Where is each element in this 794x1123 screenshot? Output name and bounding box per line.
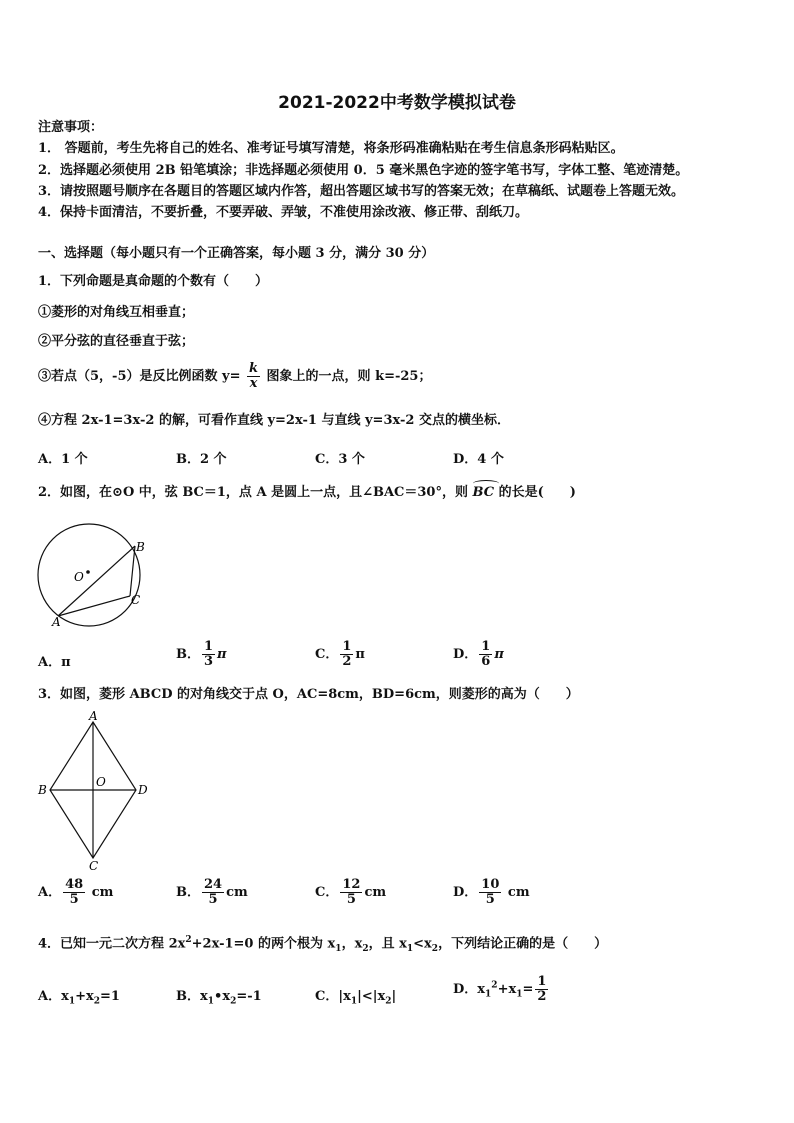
stem-part: <x [413, 936, 432, 952]
stem-post: 的长是( ) [498, 485, 576, 500]
option-a[interactable] [38, 878, 113, 907]
fraction-denominator: 6 [481, 654, 491, 669]
arc-mark [473, 480, 499, 487]
circle-figure [36, 515, 151, 630]
label-d: D [138, 783, 148, 797]
chord-bc [130, 546, 135, 596]
fraction-numerator: 48 [65, 877, 84, 892]
option-part: +x [75, 989, 94, 1004]
option-d[interactable] [453, 878, 530, 907]
option-label: D． [453, 885, 478, 900]
subscript: 1 [350, 996, 358, 1007]
unit: cm [226, 885, 248, 900]
statement-1: ①菱形的对角线互相垂直； [38, 305, 195, 320]
option-b[interactable] [176, 878, 248, 907]
pi-symbol: π [494, 647, 504, 662]
fraction-denominator: 5 [340, 892, 362, 907]
label-o: O [96, 775, 106, 789]
notice-item: 3．请按照题号顺序在各题目的答题区域内作答，超出答题区域书写的答案无效；在草稿纸、试题卷上答题无效。 [38, 184, 685, 199]
label-c: C [89, 859, 99, 873]
option-part: =1 [100, 989, 120, 1004]
fraction-denominator: 5 [479, 892, 501, 907]
subscript: 2 [230, 996, 237, 1007]
label-b: B [136, 540, 145, 554]
option-c[interactable]: C．3 个 [315, 452, 365, 467]
option-b[interactable] [176, 985, 262, 1007]
option-part: D．x [453, 982, 486, 997]
option-label: C． [315, 885, 339, 900]
stem-part: 4．已知一元二次方程 2x [38, 936, 186, 952]
fraction-denominator: 5 [63, 892, 85, 907]
statement-3 [38, 362, 431, 391]
fraction [535, 975, 548, 1004]
subscript: 2 [93, 996, 101, 1007]
option-a[interactable]: A．1 个 [38, 452, 88, 467]
page-title: 2021-2022中考数学模拟试卷 [278, 93, 516, 113]
statement-3-pre: ③若点（5，-5）是反比例函数 y= [38, 369, 241, 384]
option-label: D． [453, 647, 478, 662]
fraction [479, 878, 501, 907]
label-o: O [74, 570, 84, 584]
section-heading: 一、选择题（每小题只有一个正确答案，每小题 3 分，满分 30 分） [38, 246, 435, 261]
notice-item: 2．选择题必须使用 2B 铅笔填涂；非选择题必须使用 0．5 毫米黑色字迹的签字笔书写，字体工整、笔迹清楚。 [38, 163, 689, 178]
option-b[interactable]: B．2 个 [176, 452, 227, 467]
subscript: 1 [207, 996, 215, 1007]
rhombus-figure [36, 710, 156, 875]
option-part: C．|x [315, 989, 351, 1004]
subscript: 2 [431, 943, 439, 954]
fraction [340, 878, 362, 907]
option-c[interactable] [315, 985, 396, 1007]
fraction-numerator: 1 [342, 639, 352, 654]
fraction [63, 878, 85, 907]
option-part: A．x [38, 989, 69, 1004]
label-c: C [131, 593, 141, 607]
arc-bc-label: BC [472, 485, 495, 500]
option-label: B． [176, 647, 200, 662]
option-part: +x [497, 982, 517, 997]
option-a[interactable] [38, 985, 120, 1007]
option-part: =-1 [236, 989, 262, 1004]
superscript: 2 [491, 980, 498, 991]
superscript: 2 [185, 935, 192, 945]
subscript: 1 [335, 943, 342, 954]
unit: cm [364, 885, 387, 900]
statement-4: ④方程 2x-1=3x-2 的解，可看作直线 y=2x-1 与直线 y=3x-2 交点的横坐标． [38, 413, 510, 428]
center-point [86, 570, 90, 574]
fraction-denominator: x [247, 376, 260, 391]
fraction-denominator: 3 [204, 654, 214, 669]
statement-3-post: 图象上的一点，则 k=-25； [266, 369, 432, 384]
option-d[interactable] [453, 640, 504, 669]
statement-2: ②平分弦的直径垂直于弦； [38, 334, 195, 349]
option-label: B． [176, 885, 200, 900]
question-stem: 3．如图，菱形 ABCD 的对角线交于点 O，AC=8cm，BD=6cm，则菱形的高为（ ） [38, 687, 579, 702]
option-label: C． [315, 647, 339, 662]
fraction-numerator: 1 [537, 974, 547, 989]
question-stem [38, 485, 576, 501]
notice-item: 1． 答题前，考生先将自己的姓名、准考证号填写清楚，将条形码准确粘贴在考生信息条形码粘贴区。 [38, 141, 624, 156]
fraction-denominator: 5 [202, 892, 224, 907]
stem-part: ，x [341, 936, 363, 952]
unit: cm [507, 885, 530, 900]
option-a[interactable]: A．π [38, 655, 71, 670]
stem-pre: 2．如图，在⊙O 中，弦 BC＝1，点 A 是圆上一点，且∠BAC＝30°，则 [38, 485, 468, 500]
option-d[interactable]: D．4 个 [453, 452, 504, 467]
stem-part: ，且 x [368, 936, 407, 952]
option-b[interactable] [176, 640, 227, 669]
subscript: 1 [68, 996, 76, 1007]
question-stem: 1．下列命题是真命题的个数有（ ） [38, 274, 269, 289]
option-label: A． [38, 885, 62, 900]
stem-part: +2x-1=0 的两个根为 x [191, 936, 336, 952]
subscript: 1 [516, 989, 523, 1000]
question-stem [38, 932, 607, 957]
fraction [479, 640, 492, 669]
fraction-numerator: 12 [342, 877, 361, 892]
fraction-numerator: 10 [481, 877, 500, 892]
option-d[interactable] [453, 975, 550, 1004]
option-c[interactable] [315, 878, 386, 907]
unit: cm [91, 885, 114, 900]
fraction-numerator: k [249, 361, 259, 376]
fraction-numerator: 1 [481, 639, 491, 654]
label-a: A [89, 709, 98, 723]
option-part: | [391, 989, 397, 1004]
option-part: B．x [176, 989, 208, 1004]
label-a: A [52, 615, 61, 629]
fraction-denominator: 2 [342, 654, 352, 669]
fraction-denominator: 2 [537, 989, 547, 1004]
subscript: 2 [385, 996, 392, 1007]
stem-part: ，下列结论正确的是（ ） [438, 936, 608, 952]
fraction [340, 640, 353, 669]
fraction [202, 640, 215, 669]
notice-heading: 注意事项： [38, 120, 104, 135]
fraction [202, 878, 224, 907]
subscript: 1 [485, 989, 492, 1000]
subscript: 2 [362, 943, 369, 954]
pi-symbol: π [355, 647, 365, 662]
option-c[interactable] [315, 640, 365, 669]
option-part: |<|x [357, 989, 386, 1004]
label-b: B [38, 783, 47, 797]
subscript: 1 [406, 943, 414, 954]
fraction-numerator: 24 [204, 877, 223, 892]
notice-item: 4．保持卡面清洁，不要折叠，不要弄破、弄皱，不准使用涂改液、修正带、刮纸刀。 [38, 205, 529, 220]
option-part: = [522, 982, 534, 997]
arc-bc [473, 485, 499, 500]
fraction-numerator: 1 [204, 639, 214, 654]
option-part: •x [214, 989, 231, 1004]
fraction-k-over-x [247, 362, 260, 391]
circle-o [38, 524, 140, 626]
pi-symbol: π [217, 647, 227, 662]
